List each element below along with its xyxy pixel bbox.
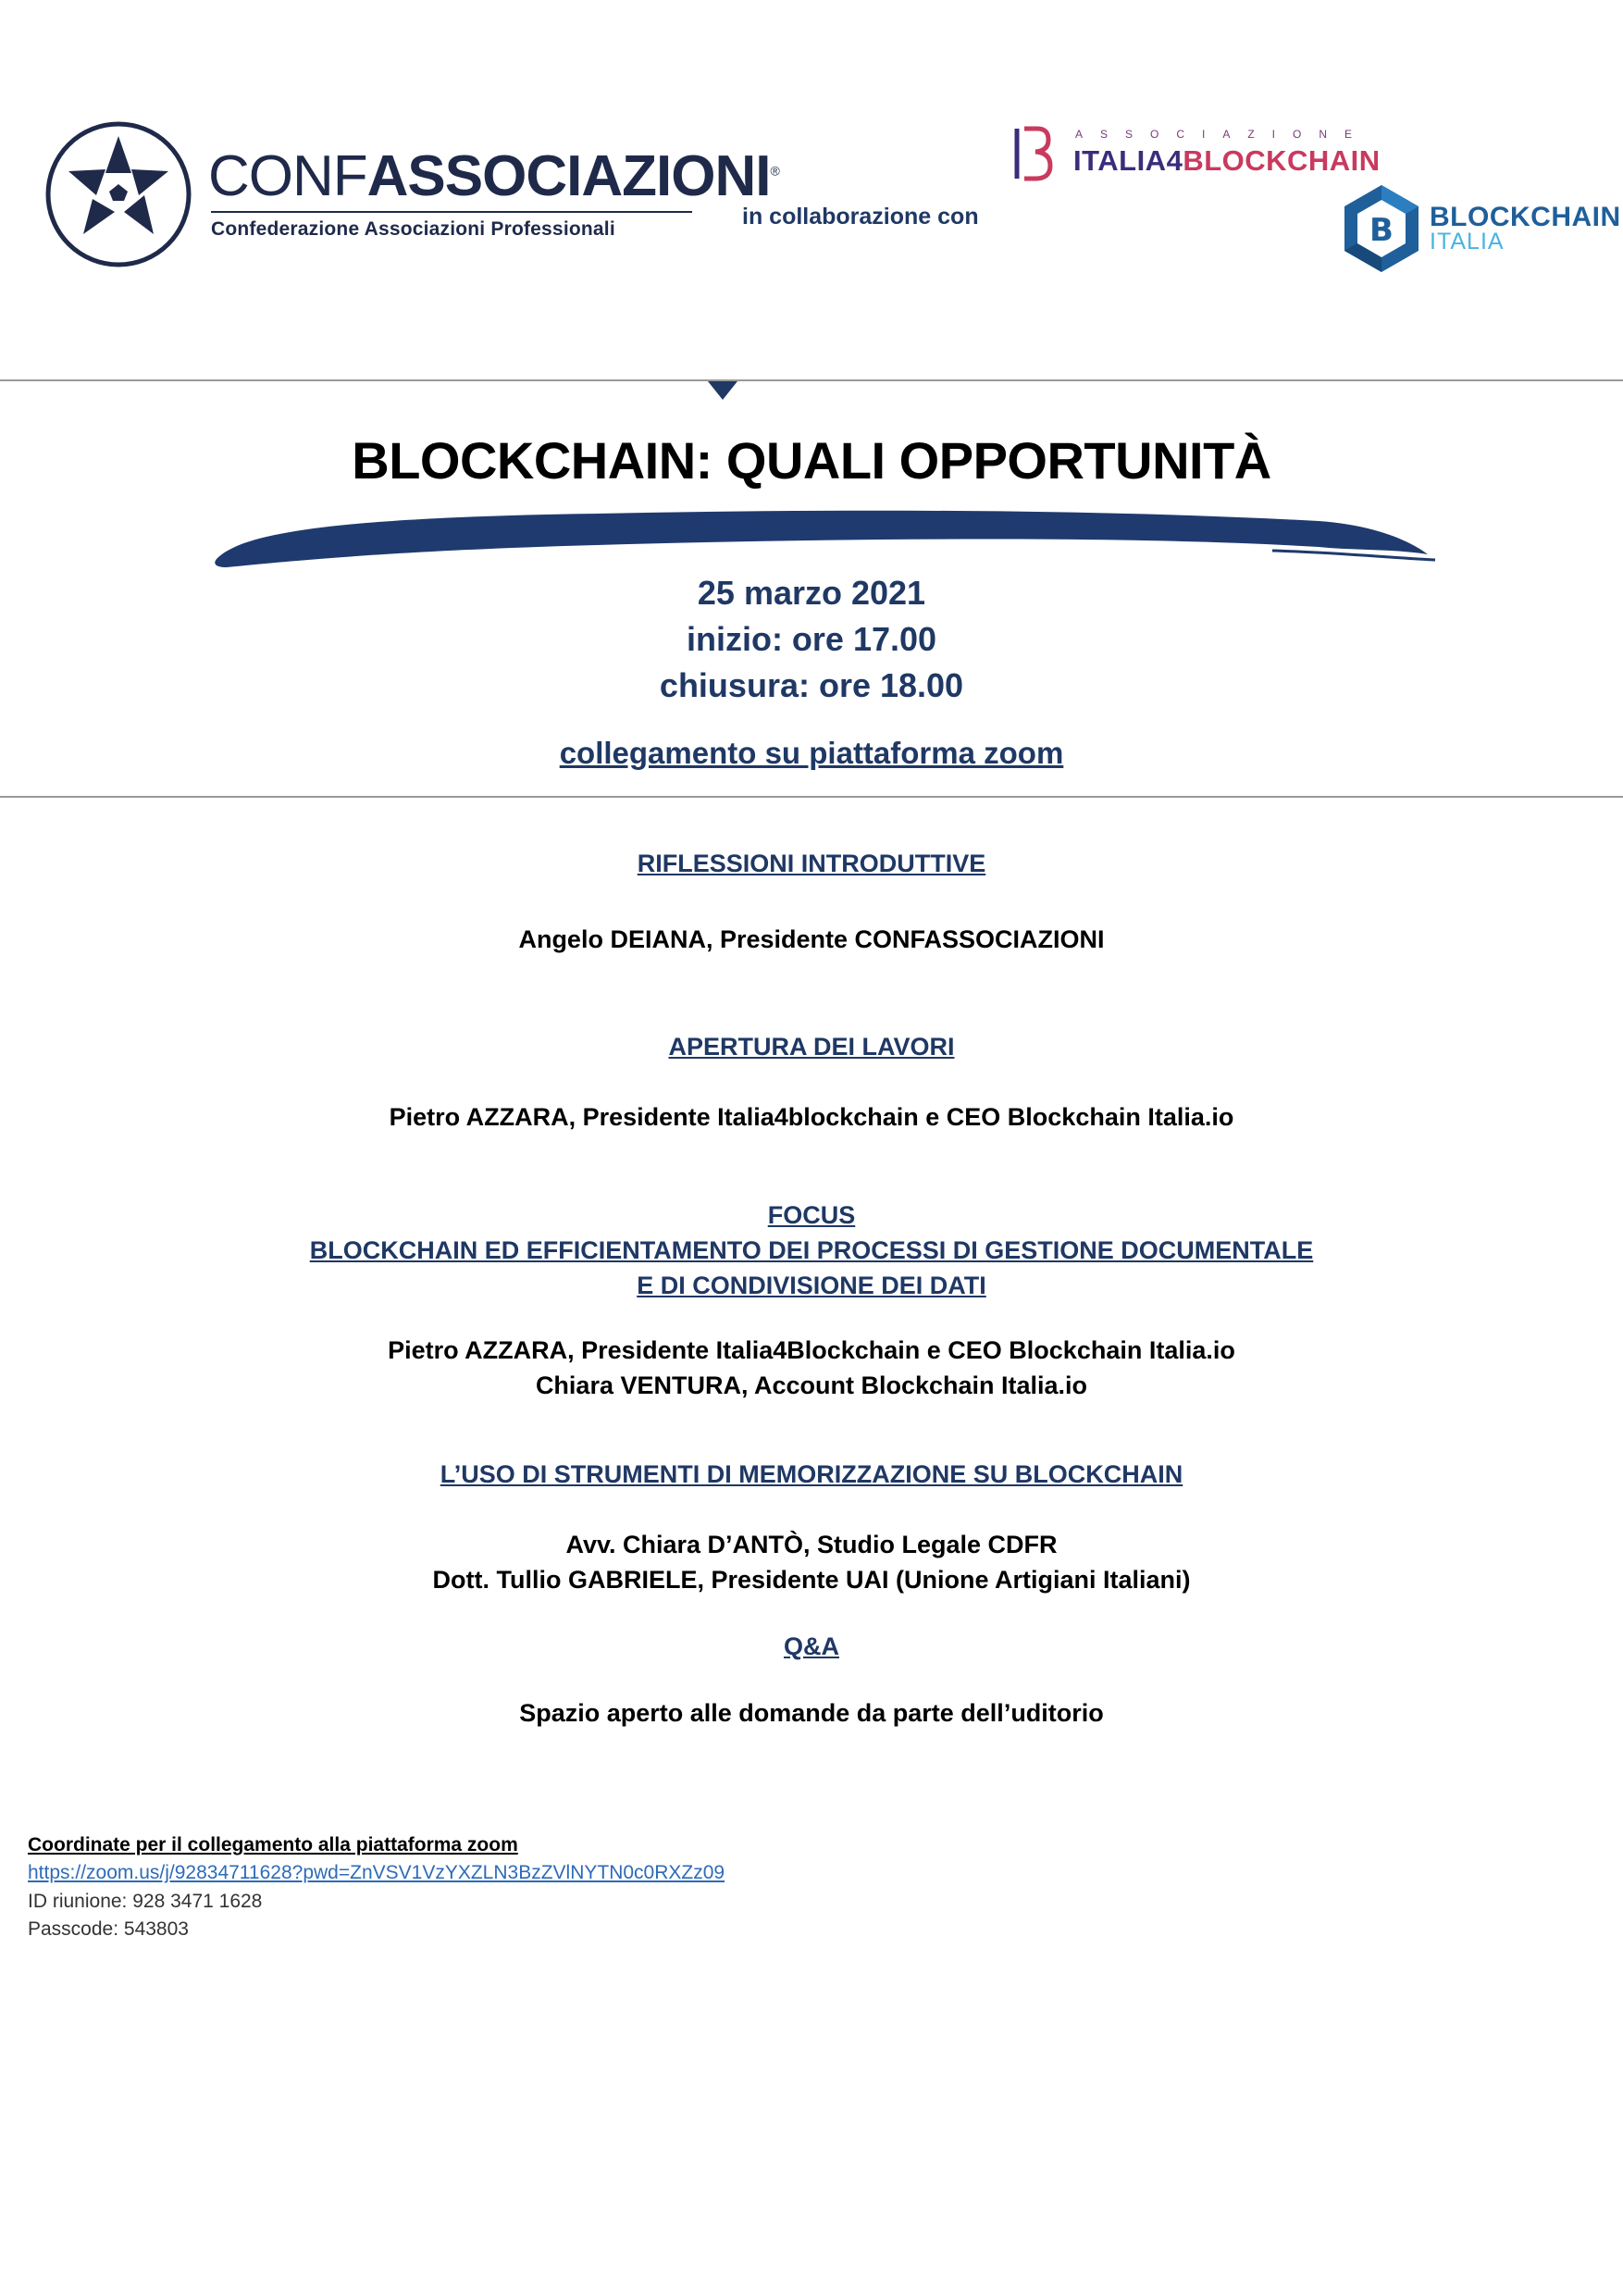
registered-mark: ® [770, 163, 779, 179]
top-divider [0, 379, 1623, 381]
blockchain-italia-letter: B [1369, 212, 1394, 249]
section-title-focus-line-3: E DI CONDIVISIONE DEI DATI [637, 1272, 986, 1299]
wordmark-blockchain: BLOCKCHAIN [1183, 144, 1381, 177]
blockchain-italia-hexagon-icon [1342, 183, 1421, 274]
speaker-line: Chiara VENTURA, Account Blockchain Italia.io [535, 1371, 1088, 1399]
section-title-storage-tools: L’USO DI STRUMENTI DI MEMORIZZAZIONE SU BLOCKCHAIN [440, 1460, 1183, 1488]
confassociazioni-wordmark [208, 144, 779, 208]
blockchain-italia-subtitle: ITALIA [1430, 229, 1505, 254]
platform-link[interactable]: collegamento su piattaforma zoom [559, 736, 1064, 770]
confassociazioni-subtitle: Confederazione Associazioni Professionali [211, 218, 615, 240]
wordmark-associazioni: ASSOCIAZIONI [366, 144, 771, 208]
wordmark-conf: CONF [208, 144, 367, 208]
middle-divider [0, 796, 1623, 798]
event-date: 25 marzo 2021 [697, 574, 926, 612]
blockchain-italia-wordmark: BLOCKCHAIN [1430, 202, 1621, 232]
confassociazioni-logo-icon [44, 116, 192, 273]
qa-description: Spazio aperto alle domande da parte dell’uditorio [519, 1699, 1104, 1727]
section-title-qa: Q&A [784, 1632, 839, 1660]
event-end-time: chiusura: ore 18.00 [659, 666, 964, 704]
speaker-line: Pietro AZZARA, Presidente Italia4Blockchain e CEO Blockchain Italia.io [388, 1336, 1235, 1364]
speaker-line: Pietro AZZARA, Presidente Italia4blockchain e CEO Blockchain Italia.io [389, 1103, 1234, 1131]
wordmark-italia4: ITALIA4 [1073, 144, 1183, 177]
section-title-focus-line-2: BLOCKCHAIN ED EFFICIENTAMENTO DEI PROCESSI DI GESTIONE DOCUMENTALE [309, 1236, 1314, 1264]
meeting-passcode: Passcode: 543803 [28, 1918, 189, 1940]
section-title-opening: APERTURA DEI LAVORI [668, 1033, 955, 1061]
section-title-introduction: RIFLESSIONI INTRODUTTIVE [637, 850, 986, 877]
italia4blockchain-association-label: ASSOCIAZIONE [1075, 128, 1370, 141]
meeting-id: ID riunione: 928 3471 1628 [28, 1891, 263, 1912]
speaker-line: Angelo DEIANA, Presidente CONFASSOCIAZIONI [518, 925, 1105, 953]
event-title: BLOCKCHAIN: QUALI OPPORTUNITÀ [352, 431, 1271, 490]
speaker-line: Dott. Tullio GABRIELE, Presidente UAI (Unione Artigiani Italiani) [432, 1566, 1191, 1594]
speaker-line: Avv. Chiara D’ANTÒ, Studio Legale CDFR [565, 1531, 1058, 1558]
divider-triangle-icon [708, 381, 737, 400]
zoom-coordinates-heading: Coordinate per il collegamento alla piattaforma zoom [28, 1834, 518, 1855]
brush-stroke-decoration [208, 493, 1439, 581]
italia4blockchain-wordmark [1073, 144, 1381, 178]
collaboration-text: in collaborazione con [742, 204, 979, 230]
section-title-focus: FOCUS [767, 1201, 856, 1229]
italia4blockchain-logo-icon [1013, 125, 1054, 182]
zoom-meeting-link[interactable]: https://zoom.us/j/92834711628?pwd=ZnVSV1VzYXZLN3BzZVlNYTN0c0RXZz09 [28, 1862, 725, 1883]
wordmark-underline [211, 211, 692, 213]
event-start-time: inizio: ore 17.00 [686, 620, 937, 658]
